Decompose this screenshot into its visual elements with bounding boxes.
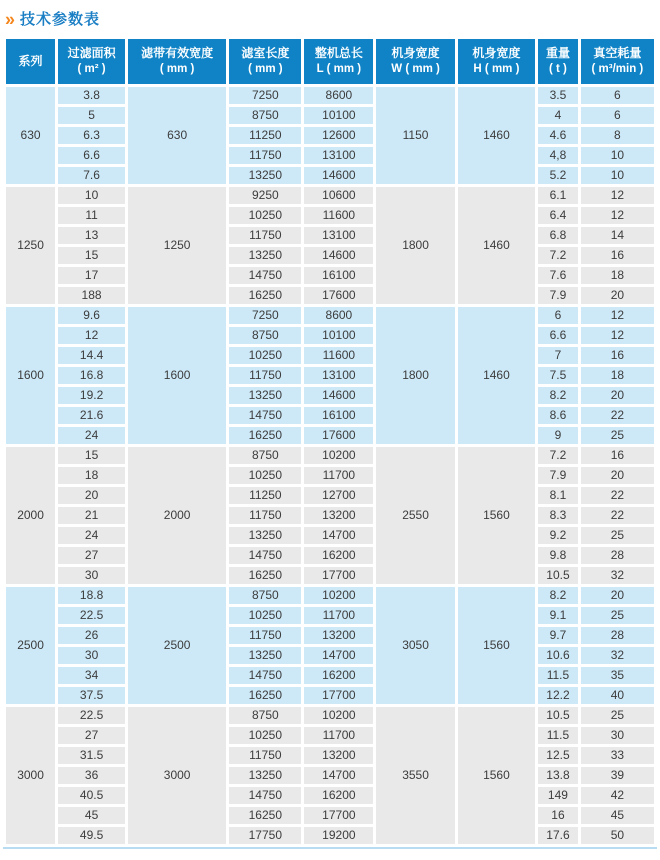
total-length-cell: 12600 — [304, 127, 373, 144]
vacuum-cell: 28 — [581, 547, 654, 564]
table-row — [6, 307, 654, 324]
filter-area-cell: 188 — [58, 287, 125, 304]
filter-area-cell: 11 — [58, 207, 125, 224]
weight-cell: 3.5 — [538, 87, 578, 104]
total-length-cell: 16200 — [304, 547, 373, 564]
vacuum-cell: 12 — [581, 327, 654, 344]
weight-cell: 10.5 — [538, 707, 578, 724]
series-cell: 1600 — [6, 307, 55, 444]
weight-cell: 9.1 — [538, 607, 578, 624]
total-length-cell: 11700 — [304, 607, 373, 624]
body-width-w-cell: 3550 — [376, 707, 454, 844]
vacuum-cell: 25 — [581, 607, 654, 624]
vacuum-cell: 14 — [581, 227, 654, 244]
table-row — [6, 127, 654, 144]
chamber-length-cell: 10250 — [229, 467, 301, 484]
table-row — [6, 87, 654, 104]
series-cell: 1250 — [6, 187, 55, 304]
total-length-cell: 10100 — [304, 327, 373, 344]
vacuum-cell: 20 — [581, 587, 654, 604]
filter-area-cell: 6.6 — [58, 147, 125, 164]
chamber-length-cell: 14750 — [229, 407, 301, 424]
table-row — [6, 367, 654, 384]
table-row — [6, 647, 654, 664]
filter-area-cell: 6.3 — [58, 127, 125, 144]
vacuum-cell: 16 — [581, 247, 654, 264]
vacuum-cell: 33 — [581, 747, 654, 764]
total-length-cell: 14600 — [304, 167, 373, 184]
chamber-length-cell: 10250 — [229, 727, 301, 744]
total-length-cell: 13100 — [304, 227, 373, 244]
total-length-cell: 10200 — [304, 707, 373, 724]
weight-cell: 6.1 — [538, 187, 578, 204]
chamber-length-cell: 16250 — [229, 567, 301, 584]
total-length-cell: 11700 — [304, 467, 373, 484]
total-length-cell: 11600 — [304, 347, 373, 364]
filter-area-cell: 14.4 — [58, 347, 125, 364]
weight-cell: 7.9 — [538, 287, 578, 304]
vacuum-cell: 35 — [581, 667, 654, 684]
table-row — [6, 667, 654, 684]
weight-cell: 9 — [538, 427, 578, 444]
weight-cell: 17.6 — [538, 827, 578, 844]
chamber-length-cell: 16250 — [229, 427, 301, 444]
vacuum-cell: 50 — [581, 827, 654, 844]
table-row — [6, 187, 654, 204]
chamber-length-cell: 8750 — [229, 707, 301, 724]
filter-area-cell: 7.6 — [58, 167, 125, 184]
vacuum-cell: 42 — [581, 787, 654, 804]
weight-cell: 6 — [538, 307, 578, 324]
filter-area-cell: 17 — [58, 267, 125, 284]
weight-cell: 6.8 — [538, 227, 578, 244]
total-length-cell: 16200 — [304, 667, 373, 684]
total-length-cell: 11700 — [304, 727, 373, 744]
chamber-length-cell: 13250 — [229, 767, 301, 784]
belt-width-cell: 630 — [128, 87, 226, 184]
filter-area-cell: 24 — [58, 527, 125, 544]
chamber-length-cell: 10250 — [229, 607, 301, 624]
vacuum-cell: 10 — [581, 147, 654, 164]
filter-area-cell: 45 — [58, 807, 125, 824]
filter-area-cell: 9.6 — [58, 307, 125, 324]
filter-area-cell: 5 — [58, 107, 125, 124]
col-header-weight: 重量 ( t ) — [538, 39, 578, 84]
filter-area-cell: 16.8 — [58, 367, 125, 384]
total-length-cell: 13200 — [304, 507, 373, 524]
weight-cell: 8.1 — [538, 487, 578, 504]
series-cell: 3000 — [6, 707, 55, 844]
page-title: 技术参数表 — [20, 11, 101, 28]
chamber-length-cell: 17750 — [229, 827, 301, 844]
filter-area-cell: 15 — [58, 447, 125, 464]
vacuum-cell: 30 — [581, 727, 654, 744]
weight-cell: 7.9 — [538, 467, 578, 484]
belt-width-cell: 1600 — [128, 307, 226, 444]
table-row — [6, 427, 654, 444]
table-row — [6, 467, 654, 484]
total-length-cell: 8600 — [304, 307, 373, 324]
filter-area-cell: 40.5 — [58, 787, 125, 804]
filter-area-cell: 26 — [58, 627, 125, 644]
filter-area-cell: 27 — [58, 547, 125, 564]
header-row — [6, 39, 654, 84]
chevron-icon: ›› — [5, 8, 13, 29]
body-width-w-cell: 3050 — [376, 587, 454, 704]
vacuum-cell: 45 — [581, 807, 654, 824]
col-header-filter-area: 过滤面积 ( m² ) — [58, 39, 125, 84]
filter-area-cell: 15 — [58, 247, 125, 264]
total-length-cell: 14700 — [304, 647, 373, 664]
vacuum-cell: 6 — [581, 107, 654, 124]
vacuum-cell: 16 — [581, 347, 654, 364]
weight-cell: 8.3 — [538, 507, 578, 524]
total-length-cell: 8600 — [304, 87, 373, 104]
chamber-length-cell: 11750 — [229, 227, 301, 244]
vacuum-cell: 16 — [581, 447, 654, 464]
table-row — [6, 167, 654, 184]
body-width-h-cell: 1560 — [458, 707, 535, 844]
weight-cell: 4 — [538, 107, 578, 124]
total-length-cell: 17700 — [304, 687, 373, 704]
chamber-length-cell: 13250 — [229, 247, 301, 264]
total-length-cell: 17600 — [304, 287, 373, 304]
weight-cell: 11.5 — [538, 727, 578, 744]
total-length-cell: 13200 — [304, 747, 373, 764]
belt-width-cell: 2500 — [128, 587, 226, 704]
table-row — [6, 587, 654, 604]
table-row — [6, 827, 654, 844]
weight-cell: 16 — [538, 807, 578, 824]
body-width-h-cell: 1560 — [458, 587, 535, 704]
filter-area-cell: 20 — [58, 487, 125, 504]
chamber-length-cell: 7250 — [229, 87, 301, 104]
weight-cell: 5.2 — [538, 167, 578, 184]
chamber-length-cell: 13250 — [229, 387, 301, 404]
series-cell: 2000 — [6, 447, 55, 584]
table-row — [6, 267, 654, 284]
vacuum-cell: 28 — [581, 627, 654, 644]
vacuum-cell: 32 — [581, 647, 654, 664]
total-length-cell: 13100 — [304, 367, 373, 384]
table-row — [6, 627, 654, 644]
table-row — [6, 487, 654, 504]
filter-area-cell: 3.8 — [58, 87, 125, 104]
filter-area-cell: 13 — [58, 227, 125, 244]
table-row — [6, 447, 654, 464]
filter-area-cell: 22.5 — [58, 607, 125, 624]
weight-cell: 4.6 — [538, 127, 578, 144]
body-width-w-cell: 1800 — [376, 307, 454, 444]
vacuum-cell: 12 — [581, 207, 654, 224]
weight-cell: 7.2 — [538, 447, 578, 464]
table-row — [6, 207, 654, 224]
section-title — [3, 2, 657, 36]
weight-cell: 149 — [538, 787, 578, 804]
total-length-cell: 11600 — [304, 207, 373, 224]
col-header-body-width-w: 机身宽度 W ( mm ) — [376, 39, 454, 84]
chamber-length-cell: 11750 — [229, 147, 301, 164]
table-row — [6, 287, 654, 304]
filter-area-cell: 30 — [58, 567, 125, 584]
vacuum-cell: 6 — [581, 87, 654, 104]
weight-cell: 13.8 — [538, 767, 578, 784]
chamber-length-cell: 16250 — [229, 687, 301, 704]
table-row — [6, 347, 654, 364]
total-length-cell: 10200 — [304, 587, 373, 604]
chamber-length-cell: 10250 — [229, 347, 301, 364]
total-length-cell: 17700 — [304, 807, 373, 824]
col-header-body-width-h: 机身宽度 H ( mm ) — [458, 39, 535, 84]
table-row — [6, 247, 654, 264]
filter-area-cell: 21.6 — [58, 407, 125, 424]
weight-cell: 6.6 — [538, 327, 578, 344]
chamber-length-cell: 16250 — [229, 287, 301, 304]
chamber-length-cell: 11750 — [229, 507, 301, 524]
chamber-length-cell: 16250 — [229, 807, 301, 824]
total-length-cell: 14600 — [304, 387, 373, 404]
vacuum-cell: 25 — [581, 707, 654, 724]
total-length-cell: 14700 — [304, 767, 373, 784]
vacuum-cell: 32 — [581, 567, 654, 584]
body-width-w-cell: 2550 — [376, 447, 454, 584]
chamber-length-cell: 14750 — [229, 667, 301, 684]
filter-area-cell: 18 — [58, 467, 125, 484]
filter-area-cell: 22.5 — [58, 707, 125, 724]
vacuum-cell: 22 — [581, 487, 654, 504]
chamber-length-cell: 11250 — [229, 487, 301, 504]
table-row — [6, 567, 654, 584]
series-cell: 630 — [6, 87, 55, 184]
weight-cell: 9.2 — [538, 527, 578, 544]
total-length-cell: 16200 — [304, 787, 373, 804]
total-length-cell: 19200 — [304, 827, 373, 844]
table-bottom-line — [3, 847, 657, 849]
table-row — [6, 767, 654, 784]
table-row — [6, 547, 654, 564]
vacuum-cell: 12 — [581, 187, 654, 204]
chamber-length-cell: 9250 — [229, 187, 301, 204]
weight-cell: 9.7 — [538, 627, 578, 644]
weight-cell: 7.2 — [538, 247, 578, 264]
col-header-series: 系列 — [6, 39, 55, 84]
table-row — [6, 607, 654, 624]
chamber-length-cell: 14750 — [229, 787, 301, 804]
chamber-length-cell: 8750 — [229, 327, 301, 344]
table-row — [6, 407, 654, 424]
total-length-cell: 14600 — [304, 247, 373, 264]
chamber-length-cell: 8750 — [229, 587, 301, 604]
body-width-h-cell: 1460 — [458, 187, 535, 304]
col-header-total-length: 整机总长 L ( mm ) — [304, 39, 373, 84]
body-width-w-cell: 1800 — [376, 187, 454, 304]
vacuum-cell: 8 — [581, 127, 654, 144]
weight-cell: 8.2 — [538, 587, 578, 604]
body-width-w-cell: 1150 — [376, 87, 454, 184]
body-width-h-cell: 1460 — [458, 87, 535, 184]
weight-cell: 12.5 — [538, 747, 578, 764]
vacuum-cell: 10 — [581, 167, 654, 184]
belt-width-cell: 1250 — [128, 187, 226, 304]
weight-cell: 12.2 — [538, 687, 578, 704]
vacuum-cell: 20 — [581, 467, 654, 484]
vacuum-cell: 18 — [581, 267, 654, 284]
filter-area-cell: 18.8 — [58, 587, 125, 604]
chamber-length-cell: 10250 — [229, 207, 301, 224]
filter-area-cell: 27 — [58, 727, 125, 744]
filter-area-cell: 24 — [58, 427, 125, 444]
weight-cell: 7 — [538, 347, 578, 364]
filter-area-cell: 12 — [58, 327, 125, 344]
table-row — [6, 227, 654, 244]
chamber-length-cell: 14750 — [229, 547, 301, 564]
vacuum-cell: 22 — [581, 507, 654, 524]
weight-cell: 6.4 — [538, 207, 578, 224]
chamber-length-cell: 13250 — [229, 647, 301, 664]
weight-cell: 7.5 — [538, 367, 578, 384]
total-length-cell: 10600 — [304, 187, 373, 204]
total-length-cell: 10200 — [304, 447, 373, 464]
weight-cell: 4,8 — [538, 147, 578, 164]
table-row — [6, 107, 654, 124]
chamber-length-cell: 11750 — [229, 367, 301, 384]
body-width-h-cell: 1460 — [458, 307, 535, 444]
table-row — [6, 807, 654, 824]
vacuum-cell: 20 — [581, 387, 654, 404]
vacuum-cell: 22 — [581, 407, 654, 424]
vacuum-cell: 18 — [581, 367, 654, 384]
spec-table — [3, 36, 657, 847]
chamber-length-cell: 7250 — [229, 307, 301, 324]
table-row — [6, 747, 654, 764]
chamber-length-cell: 13250 — [229, 167, 301, 184]
weight-cell: 7.6 — [538, 267, 578, 284]
table-row — [6, 687, 654, 704]
total-length-cell: 14700 — [304, 527, 373, 544]
table-row — [6, 387, 654, 404]
table-row — [6, 727, 654, 744]
total-length-cell: 17600 — [304, 427, 373, 444]
vacuum-cell: 40 — [581, 687, 654, 704]
total-length-cell: 13200 — [304, 627, 373, 644]
filter-area-cell: 34 — [58, 667, 125, 684]
table-row — [6, 527, 654, 544]
filter-area-cell: 36 — [58, 767, 125, 784]
chamber-length-cell: 8750 — [229, 107, 301, 124]
weight-cell: 8.2 — [538, 387, 578, 404]
series-cell: 2500 — [6, 587, 55, 704]
filter-area-cell: 10 — [58, 187, 125, 204]
spec-table-body — [6, 87, 654, 844]
filter-area-cell: 49.5 — [58, 827, 125, 844]
vacuum-cell: 12 — [581, 307, 654, 324]
vacuum-cell: 39 — [581, 767, 654, 784]
col-header-chamber-length: 滤室长度 ( mm ) — [229, 39, 301, 84]
total-length-cell: 16100 — [304, 267, 373, 284]
filter-area-cell: 30 — [58, 647, 125, 664]
chamber-length-cell: 14750 — [229, 267, 301, 284]
total-length-cell: 10100 — [304, 107, 373, 124]
chamber-length-cell: 11250 — [229, 127, 301, 144]
total-length-cell: 13100 — [304, 147, 373, 164]
filter-area-cell: 21 — [58, 507, 125, 524]
belt-width-cell: 2000 — [128, 447, 226, 584]
total-length-cell: 12700 — [304, 487, 373, 504]
belt-width-cell: 3000 — [128, 707, 226, 844]
weight-cell: 11.5 — [538, 667, 578, 684]
chamber-length-cell: 13250 — [229, 527, 301, 544]
table-row — [6, 147, 654, 164]
body-width-h-cell: 1560 — [458, 447, 535, 584]
total-length-cell: 16100 — [304, 407, 373, 424]
chamber-length-cell: 11750 — [229, 627, 301, 644]
weight-cell: 9.8 — [538, 547, 578, 564]
filter-area-cell: 37.5 — [58, 687, 125, 704]
filter-area-cell: 19.2 — [58, 387, 125, 404]
vacuum-cell: 25 — [581, 527, 654, 544]
weight-cell: 10.6 — [538, 647, 578, 664]
total-length-cell: 17700 — [304, 567, 373, 584]
table-row — [6, 707, 654, 724]
filter-area-cell: 31.5 — [58, 747, 125, 764]
table-row — [6, 507, 654, 524]
chamber-length-cell: 8750 — [229, 447, 301, 464]
table-row — [6, 787, 654, 804]
col-header-belt-width: 滤带有效宽度 ( mm ) — [128, 39, 226, 84]
weight-cell: 8.6 — [538, 407, 578, 424]
vacuum-cell: 25 — [581, 427, 654, 444]
col-header-vacuum: 真空耗量 ( m³/min ) — [581, 39, 654, 84]
table-row — [6, 327, 654, 344]
chamber-length-cell: 11750 — [229, 747, 301, 764]
weight-cell: 10.5 — [538, 567, 578, 584]
vacuum-cell: 20 — [581, 287, 654, 304]
